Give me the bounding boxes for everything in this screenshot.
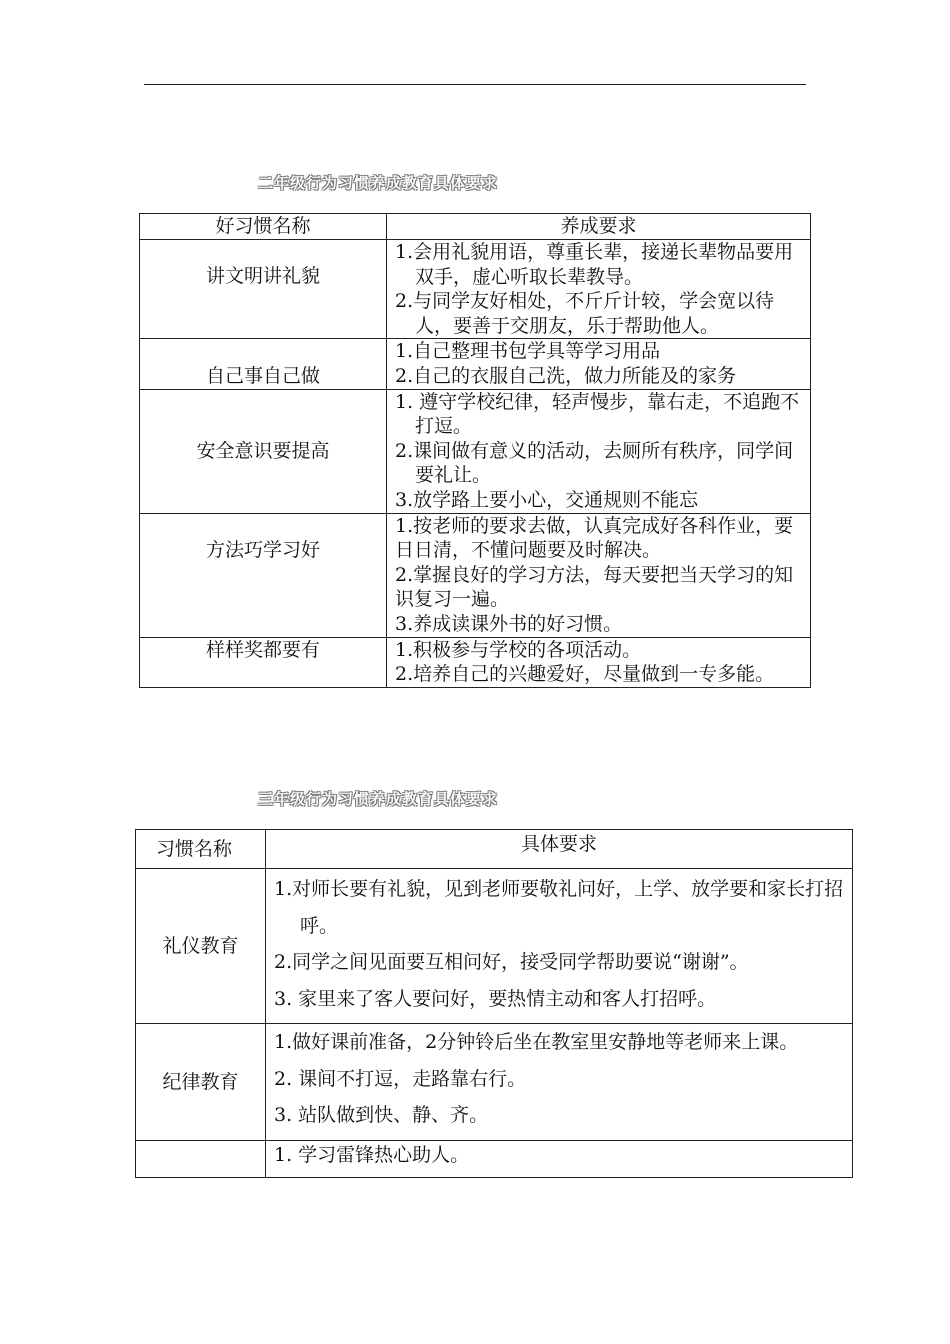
habit-name: 样样奖都要有 — [140, 637, 387, 687]
requirement-cell — [387, 637, 811, 687]
table-row — [140, 513, 811, 637]
requirement-item: 2.培养自己的兴趣爱好，尽量做到一专多能。 — [395, 663, 775, 686]
habit-name: 安全意识要提高 — [140, 389, 387, 513]
habit-name — [136, 1140, 266, 1177]
table-row — [136, 869, 853, 1024]
requirement-item: 1.对师长要有礼貌，见到老师要敬礼问好，上学、放学要和家长打招呼。 — [274, 878, 844, 937]
habit-name: 纪律教育 — [136, 1024, 266, 1141]
requirement-cell — [266, 869, 853, 1024]
column-header-habit: 好习惯名称 — [140, 214, 387, 240]
habit-name: 礼仪教育 — [136, 869, 266, 1024]
requirement-item: 1.做好课前准备，2分钟铃后坐在教室里安静地等老师来上课。 — [274, 1031, 799, 1053]
requirement-cell — [387, 513, 811, 637]
table-row — [140, 637, 811, 687]
table-row — [136, 1024, 853, 1141]
table-row — [140, 339, 811, 389]
column-header-habit: 习惯名称 — [136, 830, 266, 869]
grade2-table-title: 二年级行为习惯养成教育具体要求 — [258, 174, 499, 192]
requirement-item: 1. 遵守学校纪律，轻声慢步，靠右走，不追跑不打逗。 — [395, 390, 800, 438]
requirement-item: 3.放学路上要小心，交通规则不能忘 — [395, 488, 699, 511]
requirement-cell — [387, 339, 811, 389]
requirement-item: 3. 站队做到快、静、齐。 — [274, 1104, 489, 1126]
habit-name: 方法巧学习好 — [140, 513, 387, 637]
requirement-item: 1. 学习雷锋热心助人。 — [274, 1143, 470, 1166]
grade3-habits-table — [135, 829, 853, 1178]
table-header-row — [136, 830, 853, 869]
table-row — [140, 389, 811, 513]
column-header-requirement: 具体要求 — [266, 830, 853, 869]
requirement-item: 1.会用礼貌用语，尊重长辈，接递长辈物品要用双手，虚心听取长辈教导。 — [395, 241, 794, 288]
requirement-cell — [266, 1140, 853, 1177]
requirement-item: 2.同学之间见面要互相问好，接受同学帮助要说“谢谢”。 — [274, 951, 749, 973]
requirement-item: 2.与同学友好相处，不斤斤计较，学会宽以待人，要善于交朋友，乐于帮助他人。 — [395, 290, 775, 337]
grade3-table-title: 三年级行为习惯养成教育具体要求 — [258, 790, 499, 808]
requirement-cell — [387, 240, 811, 339]
requirement-item: 3. 家里来了客人要问好，要热情主动和客人打招呼。 — [274, 987, 717, 1010]
requirement-item: 2. 课间不打逗，走路靠右行。 — [274, 1067, 527, 1090]
habit-name: 自己事自己做 — [140, 339, 387, 389]
header-rule — [144, 84, 806, 85]
habit-name: 讲文明讲礼貌 — [140, 240, 387, 339]
grade2-habits-table — [139, 213, 811, 688]
table-header-row — [140, 214, 811, 240]
table-row — [140, 240, 811, 339]
column-header-requirement: 养成要求 — [387, 214, 811, 240]
requirement-item: 1.积极参与学校的各项活动。 — [395, 638, 642, 661]
requirement-item: 1.自己整理书包学具等学习用品 — [395, 340, 661, 363]
requirement-cell — [387, 389, 811, 513]
requirement-cell — [266, 1024, 853, 1141]
requirement-item: 1.按老师的要求去做，认真完成好各科作业，要日日清，不懂问题要及时解决。 — [395, 514, 794, 562]
requirement-item: 2.课间做有意义的活动，去厕所有秩序，同学间要礼让。 — [395, 439, 794, 487]
table-row — [136, 1140, 853, 1177]
requirement-item: 3.养成读课外书的好习惯。 — [395, 612, 623, 635]
requirement-item: 2.掌握良好的学习方法，每天要把当天学习的知识复习一遍。 — [395, 563, 794, 611]
requirement-item: 2.自己的衣服自己洗，做力所能及的家务 — [395, 364, 737, 387]
